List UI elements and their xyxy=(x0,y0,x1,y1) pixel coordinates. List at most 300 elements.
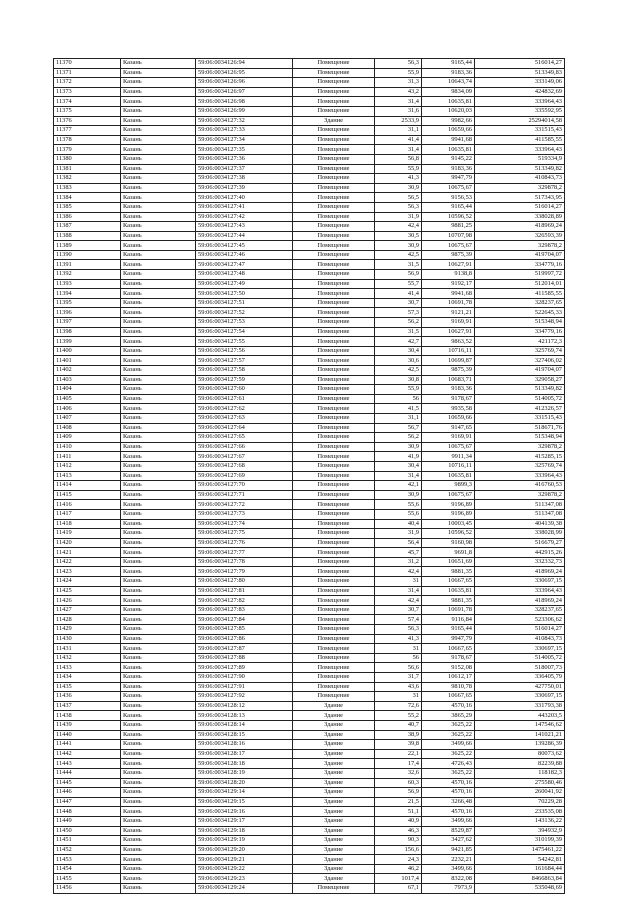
rate-cell: 9169,91 xyxy=(422,433,475,443)
area-cell: 41,9 xyxy=(375,452,422,462)
table-row xyxy=(54,730,565,740)
area-cell: 31,6 xyxy=(375,106,422,116)
cadastral-value-cell: 517343,95 xyxy=(475,193,565,203)
cadastral-value-cell: 421172,3 xyxy=(475,337,565,347)
city-cell: Казань xyxy=(121,740,196,750)
cadastral-value-cell: 333964,43 xyxy=(475,471,565,481)
cadastral-value-cell: 331793,38 xyxy=(475,701,565,711)
cadastral-value-cell: 118182,3 xyxy=(475,768,565,778)
cadastral-number-cell: 59:06:0034127:63 xyxy=(196,413,293,423)
object-type-cell: Помещение xyxy=(293,452,375,462)
rate-cell: 4570,16 xyxy=(422,778,475,788)
object-type-cell: Помещение xyxy=(293,577,375,587)
table-row xyxy=(54,442,565,452)
rate-cell: 10596,52 xyxy=(422,529,475,539)
area-cell: 45,7 xyxy=(375,548,422,558)
object-type-cell: Помещение xyxy=(293,366,375,376)
cadastral-number-cell: 59:06:0034127:39 xyxy=(196,183,293,193)
object-type-cell: Помещение xyxy=(293,567,375,577)
object-type-cell: Помещение xyxy=(293,260,375,270)
rate-cell: 2232,21 xyxy=(422,855,475,865)
cadastral-value-cell: 419704,07 xyxy=(475,250,565,260)
cadastral-number-cell: 59:06:0034127:45 xyxy=(196,241,293,251)
cadastral-number-cell: 59:06:0034129:23 xyxy=(196,874,293,884)
cadastral-value-cell: 54242,81 xyxy=(475,855,565,865)
cadastral-number-cell: 59:06:0034127:47 xyxy=(196,260,293,270)
cadastral-number-cell: 59:06:0034129:14 xyxy=(196,788,293,798)
cadastral-value-cell: 326593,39 xyxy=(475,231,565,241)
rate-cell: 9982,66 xyxy=(422,116,475,126)
table-row xyxy=(54,78,565,88)
area-cell: 41,5 xyxy=(375,404,422,414)
city-cell: Казань xyxy=(121,327,196,337)
row-number-cell: 11371 xyxy=(54,68,121,78)
object-type-cell: Помещение xyxy=(293,605,375,615)
table-row xyxy=(54,836,565,846)
cadastral-number-cell: 59:06:0034127:83 xyxy=(196,605,293,615)
table-row xyxy=(54,327,565,337)
cadastral-number-cell: 59:06:0034127:41 xyxy=(196,202,293,212)
area-cell: 40,9 xyxy=(375,816,422,826)
cadastral-number-cell: 59:06:0034129:16 xyxy=(196,807,293,817)
cadastral-number-cell: 59:06:0034127:42 xyxy=(196,212,293,222)
cadastral-number-cell: 59:06:0034127:59 xyxy=(196,375,293,385)
area-cell: 41,4 xyxy=(375,289,422,299)
cadastral-value-cell: 424832,69 xyxy=(475,87,565,97)
table-row xyxy=(54,404,565,414)
area-cell: 31,5 xyxy=(375,260,422,270)
city-cell: Казань xyxy=(121,308,196,318)
object-type-cell: Помещение xyxy=(293,557,375,567)
area-cell: 31 xyxy=(375,644,422,654)
city-cell: Казань xyxy=(121,845,196,855)
city-cell: Казань xyxy=(121,385,196,395)
object-type-cell: Помещение xyxy=(293,615,375,625)
area-cell: 56,3 xyxy=(375,59,422,69)
city-cell: Казань xyxy=(121,106,196,116)
area-cell: 46,3 xyxy=(375,826,422,836)
table-row xyxy=(54,673,565,683)
city-cell: Казань xyxy=(121,202,196,212)
rate-cell: 9881,25 xyxy=(422,222,475,232)
table-row xyxy=(54,461,565,471)
area-cell: 55,6 xyxy=(375,509,422,519)
table-row xyxy=(54,298,565,308)
table-row xyxy=(54,452,565,462)
row-number-cell: 11419 xyxy=(54,529,121,539)
area-cell: 30,6 xyxy=(375,356,422,366)
cadastral-value-cell: 147546,62 xyxy=(475,720,565,730)
cadastral-number-cell: 59:06:0034127:67 xyxy=(196,452,293,462)
row-number-cell: 11451 xyxy=(54,836,121,846)
city-cell: Казань xyxy=(121,816,196,826)
row-number-cell: 11397 xyxy=(54,318,121,328)
city-cell: Казань xyxy=(121,663,196,673)
area-cell: 31,9 xyxy=(375,529,422,539)
area-cell: 55,9 xyxy=(375,164,422,174)
object-type-cell: Здание xyxy=(293,874,375,884)
table-row xyxy=(54,586,565,596)
cadastral-value-cell: 80073,62 xyxy=(475,749,565,759)
row-number-cell: 11410 xyxy=(54,442,121,452)
object-type-cell: Здание xyxy=(293,711,375,721)
rate-cell: 10643,74 xyxy=(422,78,475,88)
rate-cell: 9145,22 xyxy=(422,154,475,164)
rate-cell: 9911,34 xyxy=(422,452,475,462)
object-type-cell: Помещение xyxy=(293,126,375,136)
row-number-cell: 11403 xyxy=(54,375,121,385)
cadastral-number-cell: 59:06:0034127:32 xyxy=(196,116,293,126)
cadastral-value-cell: 335592,95 xyxy=(475,106,565,116)
rate-cell: 10635,81 xyxy=(422,471,475,481)
object-type-cell: Здание xyxy=(293,816,375,826)
area-cell: 30,9 xyxy=(375,490,422,500)
rate-cell: 4570,16 xyxy=(422,807,475,817)
table-row xyxy=(54,845,565,855)
rate-cell: 10667,65 xyxy=(422,577,475,587)
table-row xyxy=(54,663,565,673)
row-number-cell: 11378 xyxy=(54,135,121,145)
area-cell: 60,3 xyxy=(375,778,422,788)
rate-cell: 10651,69 xyxy=(422,557,475,567)
cadastral-number-cell: 59:06:0034127:88 xyxy=(196,653,293,663)
cadastral-value-cell: 1475461,22 xyxy=(475,845,565,855)
area-cell: 56,2 xyxy=(375,433,422,443)
row-number-cell: 11391 xyxy=(54,260,121,270)
cadastral-value-cell: 418969,24 xyxy=(475,222,565,232)
object-type-cell: Помещение xyxy=(293,692,375,702)
cadastral-number-cell: 59:06:0034127:53 xyxy=(196,318,293,328)
cadastral-number-cell: 59:06:0034127:79 xyxy=(196,567,293,577)
cadastral-value-cell: 442915,26 xyxy=(475,548,565,558)
table-row xyxy=(54,250,565,260)
area-cell: 30,8 xyxy=(375,375,422,385)
rate-cell: 10659,66 xyxy=(422,126,475,136)
rate-cell: 3499,66 xyxy=(422,740,475,750)
row-number-cell: 11385 xyxy=(54,202,121,212)
table-row xyxy=(54,874,565,884)
rate-cell: 9183,36 xyxy=(422,68,475,78)
object-type-cell: Здание xyxy=(293,788,375,798)
object-type-cell: Помещение xyxy=(293,509,375,519)
row-number-cell: 11427 xyxy=(54,605,121,615)
row-number-cell: 11421 xyxy=(54,548,121,558)
row-number-cell: 11415 xyxy=(54,490,121,500)
city-cell: Казань xyxy=(121,193,196,203)
area-cell: 56,3 xyxy=(375,202,422,212)
cadastral-number-cell: 59:06:0034127:58 xyxy=(196,366,293,376)
area-cell: 46,2 xyxy=(375,864,422,874)
cadastral-number-cell: 59:06:0034127:84 xyxy=(196,615,293,625)
row-number-cell: 11372 xyxy=(54,78,121,88)
city-cell: Казань xyxy=(121,692,196,702)
city-cell: Казань xyxy=(121,644,196,654)
cadastral-value-cell: 325769,74 xyxy=(475,346,565,356)
row-number-cell: 11408 xyxy=(54,423,121,433)
cadastral-number-cell: 59:06:0034127:70 xyxy=(196,481,293,491)
area-cell: 55,6 xyxy=(375,500,422,510)
cadastral-number-cell: 59:06:0034127:66 xyxy=(196,442,293,452)
city-cell: Казань xyxy=(121,279,196,289)
table-row xyxy=(54,797,565,807)
cadastral-number-cell: 59:06:0034127:40 xyxy=(196,193,293,203)
cadastral-number-cell: 59:06:0034127:91 xyxy=(196,682,293,692)
cadastral-value-cell: 328237,65 xyxy=(475,605,565,615)
rate-cell: 10612,17 xyxy=(422,673,475,683)
cadastral-number-cell: 59:06:0034127:57 xyxy=(196,356,293,366)
table-row xyxy=(54,289,565,299)
rate-cell: 9178,67 xyxy=(422,653,475,663)
cadastral-value-cell: 516014,27 xyxy=(475,59,565,69)
cadastral-number-cell: 59:06:0034127:36 xyxy=(196,154,293,164)
object-type-cell: Помещение xyxy=(293,212,375,222)
rate-cell: 10675,67 xyxy=(422,490,475,500)
object-type-cell: Помещение xyxy=(293,404,375,414)
row-number-cell: 11435 xyxy=(54,682,121,692)
cadastral-value-cell: 516014,27 xyxy=(475,202,565,212)
city-cell: Казань xyxy=(121,759,196,769)
area-cell: 21,5 xyxy=(375,797,422,807)
cadastral-value-cell: 338028,99 xyxy=(475,529,565,539)
table-row xyxy=(54,615,565,625)
row-number-cell: 11389 xyxy=(54,241,121,251)
rate-cell: 10667,65 xyxy=(422,692,475,702)
rate-cell: 10691,78 xyxy=(422,605,475,615)
object-type-cell: Здание xyxy=(293,720,375,730)
area-cell: 30,4 xyxy=(375,461,422,471)
cadastral-value-cell: 511347,08 xyxy=(475,500,565,510)
table-row xyxy=(54,548,565,558)
city-cell: Казань xyxy=(121,701,196,711)
object-type-cell: Помещение xyxy=(293,481,375,491)
cadastral-value-cell: 535048,69 xyxy=(475,884,565,894)
cadastral-value-cell: 514005,72 xyxy=(475,653,565,663)
row-number-cell: 11375 xyxy=(54,106,121,116)
object-type-cell: Помещение xyxy=(293,183,375,193)
object-type-cell: Помещение xyxy=(293,433,375,443)
row-number-cell: 11383 xyxy=(54,183,121,193)
area-cell: 30,9 xyxy=(375,442,422,452)
area-cell: 30,7 xyxy=(375,605,422,615)
area-cell: 42,4 xyxy=(375,596,422,606)
table-row xyxy=(54,740,565,750)
row-number-cell: 11446 xyxy=(54,788,121,798)
row-number-cell: 11388 xyxy=(54,231,121,241)
city-cell: Казань xyxy=(121,788,196,798)
row-number-cell: 11401 xyxy=(54,356,121,366)
city-cell: Казань xyxy=(121,174,196,184)
area-cell: 57,4 xyxy=(375,615,422,625)
city-cell: Казань xyxy=(121,567,196,577)
city-cell: Казань xyxy=(121,577,196,587)
object-type-cell: Помещение xyxy=(293,270,375,280)
rate-cell: 8529,87 xyxy=(422,826,475,836)
city-cell: Казань xyxy=(121,394,196,404)
area-cell: 32,6 xyxy=(375,768,422,778)
city-cell: Казань xyxy=(121,413,196,423)
object-type-cell: Здание xyxy=(293,768,375,778)
row-number-cell: 11396 xyxy=(54,308,121,318)
cadastral-number-cell: 59:06:0034127:62 xyxy=(196,404,293,414)
table-row xyxy=(54,116,565,126)
cadastral-value-cell: 515348,94 xyxy=(475,433,565,443)
table-row xyxy=(54,577,565,587)
rate-cell: 9834,09 xyxy=(422,87,475,97)
row-number-cell: 11449 xyxy=(54,816,121,826)
table-row xyxy=(54,855,565,865)
rate-cell: 10699,87 xyxy=(422,356,475,366)
cadastral-number-cell: 59:06:0034127:64 xyxy=(196,423,293,433)
area-cell: 55,9 xyxy=(375,385,422,395)
table-row xyxy=(54,826,565,836)
city-cell: Казань xyxy=(121,366,196,376)
city-cell: Казань xyxy=(121,519,196,529)
cadastral-value-cell: 522645,33 xyxy=(475,308,565,318)
area-cell: 2533,9 xyxy=(375,116,422,126)
object-type-cell: Помещение xyxy=(293,174,375,184)
city-cell: Казань xyxy=(121,557,196,567)
city-cell: Казань xyxy=(121,797,196,807)
cadastral-number-cell: 59:06:0034128:15 xyxy=(196,730,293,740)
table-row xyxy=(54,692,565,702)
area-cell: 17,4 xyxy=(375,759,422,769)
object-type-cell: Здание xyxy=(293,855,375,865)
table-row xyxy=(54,720,565,730)
cadastral-number-cell: 59:06:0034127:34 xyxy=(196,135,293,145)
table-row xyxy=(54,768,565,778)
cadastral-number-cell: 59:06:0034127:69 xyxy=(196,471,293,481)
city-cell: Казань xyxy=(121,423,196,433)
area-cell: 31,1 xyxy=(375,413,422,423)
cadastral-value-cell: 338028,89 xyxy=(475,212,565,222)
row-number-cell: 11441 xyxy=(54,740,121,750)
object-type-cell: Помещение xyxy=(293,538,375,548)
registry-table xyxy=(53,58,565,894)
city-cell: Казань xyxy=(121,836,196,846)
cadastral-number-cell: 59:06:0034127:61 xyxy=(196,394,293,404)
city-cell: Казань xyxy=(121,855,196,865)
cadastral-value-cell: 328237,65 xyxy=(475,298,565,308)
table-row xyxy=(54,413,565,423)
object-type-cell: Помещение xyxy=(293,250,375,260)
cadastral-number-cell: 59:06:0034127:71 xyxy=(196,490,293,500)
city-cell: Казань xyxy=(121,625,196,635)
object-type-cell: Помещение xyxy=(293,202,375,212)
rate-cell: 9138,8 xyxy=(422,270,475,280)
city-cell: Казань xyxy=(121,452,196,462)
area-cell: 30,4 xyxy=(375,346,422,356)
row-number-cell: 11447 xyxy=(54,797,121,807)
city-cell: Казань xyxy=(121,807,196,817)
city-cell: Казань xyxy=(121,586,196,596)
object-type-cell: Здание xyxy=(293,749,375,759)
cadastral-number-cell: 59:06:0034127:77 xyxy=(196,548,293,558)
table-row xyxy=(54,538,565,548)
cadastral-value-cell: 334779,16 xyxy=(475,260,565,270)
cadastral-value-cell: 333149,06 xyxy=(475,78,565,88)
row-number-cell: 11395 xyxy=(54,298,121,308)
city-cell: Казань xyxy=(121,778,196,788)
row-number-cell: 11416 xyxy=(54,500,121,510)
object-type-cell: Здание xyxy=(293,116,375,126)
object-type-cell: Помещение xyxy=(293,644,375,654)
object-type-cell: Помещение xyxy=(293,663,375,673)
area-cell: 56,9 xyxy=(375,788,422,798)
rate-cell: 9881,35 xyxy=(422,567,475,577)
object-type-cell: Помещение xyxy=(293,461,375,471)
table-row xyxy=(54,87,565,97)
city-cell: Казань xyxy=(121,605,196,615)
city-cell: Казань xyxy=(121,97,196,107)
city-cell: Казань xyxy=(121,615,196,625)
rate-cell: 3427,62 xyxy=(422,836,475,846)
rate-cell: 10003,45 xyxy=(422,519,475,529)
object-type-cell: Помещение xyxy=(293,490,375,500)
object-type-cell: Здание xyxy=(293,807,375,817)
city-cell: Казань xyxy=(121,59,196,69)
rate-cell: 10707,98 xyxy=(422,231,475,241)
cadastral-number-cell: 59:06:0034127:56 xyxy=(196,346,293,356)
row-number-cell: 11384 xyxy=(54,193,121,203)
cadastral-value-cell: 70229,28 xyxy=(475,797,565,807)
rate-cell: 9121,21 xyxy=(422,308,475,318)
table-row xyxy=(54,135,565,145)
rate-cell: 9875,39 xyxy=(422,366,475,376)
rate-cell: 10627,91 xyxy=(422,260,475,270)
cadastral-number-cell: 59:06:0034127:86 xyxy=(196,634,293,644)
cadastral-number-cell: 59:06:0034129:21 xyxy=(196,855,293,865)
table-row xyxy=(54,682,565,692)
area-cell: 42,1 xyxy=(375,481,422,491)
table-row xyxy=(54,193,565,203)
object-type-cell: Помещение xyxy=(293,193,375,203)
cadastral-number-cell: 59:06:0034126:96 xyxy=(196,78,293,88)
object-type-cell: Помещение xyxy=(293,231,375,241)
cadastral-value-cell: 518671,76 xyxy=(475,423,565,433)
cadastral-value-cell: 25294014,58 xyxy=(475,116,565,126)
area-cell: 24,3 xyxy=(375,855,422,865)
table-row xyxy=(54,500,565,510)
city-cell: Казань xyxy=(121,404,196,414)
rate-cell: 10716,11 xyxy=(422,346,475,356)
area-cell: 55,2 xyxy=(375,711,422,721)
table-row xyxy=(54,106,565,116)
table-row xyxy=(54,337,565,347)
area-cell: 1017,4 xyxy=(375,874,422,884)
table-row xyxy=(54,596,565,606)
cadastral-value-cell: 141021,21 xyxy=(475,730,565,740)
row-number-cell: 11445 xyxy=(54,778,121,788)
row-number-cell: 11409 xyxy=(54,433,121,443)
cadastral-number-cell: 59:06:0034127:92 xyxy=(196,692,293,702)
object-type-cell: Помещение xyxy=(293,413,375,423)
city-cell: Казань xyxy=(121,509,196,519)
cadastral-number-cell: 59:06:0034127:89 xyxy=(196,663,293,673)
city-cell: Казань xyxy=(121,596,196,606)
cadastral-number-cell: 59:06:0034129:15 xyxy=(196,797,293,807)
city-cell: Казань xyxy=(121,471,196,481)
city-cell: Казань xyxy=(121,135,196,145)
object-type-cell: Помещение xyxy=(293,385,375,395)
row-number-cell: 11423 xyxy=(54,567,121,577)
area-cell: 40,4 xyxy=(375,519,422,529)
row-number-cell: 11439 xyxy=(54,720,121,730)
rate-cell: 9881,35 xyxy=(422,596,475,606)
cadastral-value-cell: 139286,39 xyxy=(475,740,565,750)
row-number-cell: 11417 xyxy=(54,509,121,519)
city-cell: Казань xyxy=(121,768,196,778)
city-cell: Казань xyxy=(121,116,196,126)
